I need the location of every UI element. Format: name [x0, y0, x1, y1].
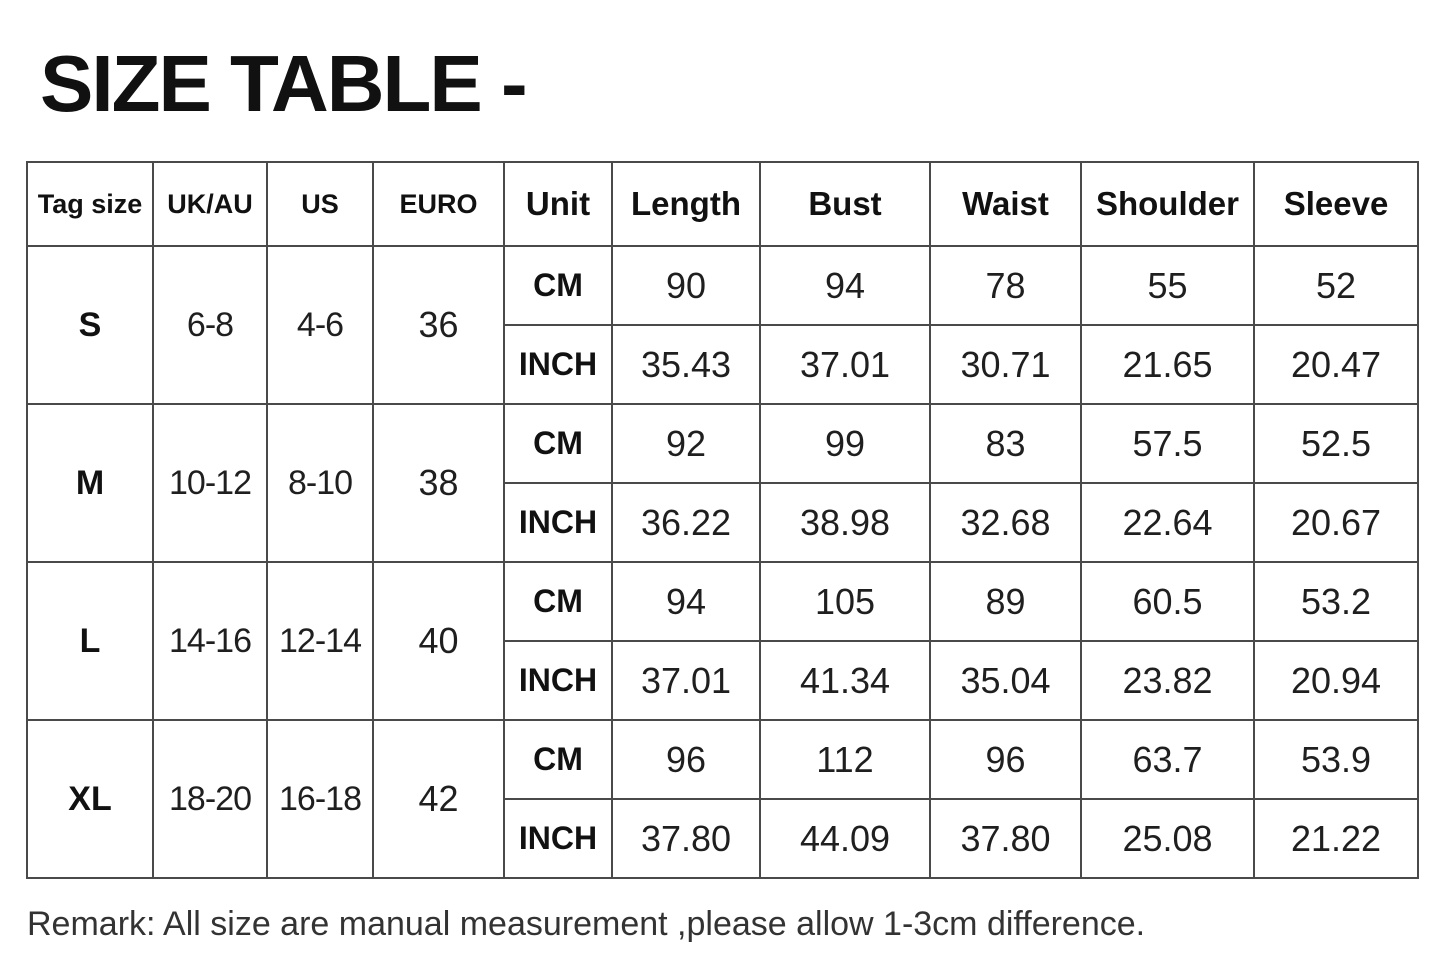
shoulder-cell: 57.5	[1081, 404, 1254, 483]
header-length: Length	[612, 162, 760, 246]
bust-cell: 38.98	[760, 483, 930, 562]
unit-cell: INCH	[504, 641, 612, 720]
shoulder-cell: 60.5	[1081, 562, 1254, 641]
unit-cell: CM	[504, 562, 612, 641]
length-cell: 35.43	[612, 325, 760, 404]
uk-au-cell: 6-8	[153, 246, 267, 404]
table-row-xl-cm	[27, 720, 1418, 799]
us-cell: 8-10	[267, 404, 373, 562]
shoulder-cell: 22.64	[1081, 483, 1254, 562]
length-cell: 37.80	[612, 799, 760, 878]
header-uk-au: UK/AU	[153, 162, 267, 246]
unit-cell: CM	[504, 720, 612, 799]
header-waist: Waist	[930, 162, 1081, 246]
uk-au-cell: 10-12	[153, 404, 267, 562]
us-cell: 16-18	[267, 720, 373, 878]
sleeve-cell: 20.94	[1254, 641, 1418, 720]
bust-cell: 37.01	[760, 325, 930, 404]
euro-cell: 38	[373, 404, 504, 562]
header-sleeve: Sleeve	[1254, 162, 1418, 246]
bust-cell: 44.09	[760, 799, 930, 878]
waist-cell: 35.04	[930, 641, 1081, 720]
sleeve-cell: 20.47	[1254, 325, 1418, 404]
table-row-l-cm	[27, 562, 1418, 641]
shoulder-cell: 23.82	[1081, 641, 1254, 720]
unit-cell: INCH	[504, 483, 612, 562]
header-unit: Unit	[504, 162, 612, 246]
waist-cell: 89	[930, 562, 1081, 641]
waist-cell: 78	[930, 246, 1081, 325]
shoulder-cell: 63.7	[1081, 720, 1254, 799]
us-cell: 12-14	[267, 562, 373, 720]
header-us: US	[267, 162, 373, 246]
waist-cell: 37.80	[930, 799, 1081, 878]
euro-cell: 36	[373, 246, 504, 404]
bust-cell: 94	[760, 246, 930, 325]
bust-cell: 99	[760, 404, 930, 483]
us-cell: 4-6	[267, 246, 373, 404]
length-cell: 94	[612, 562, 760, 641]
sleeve-cell: 53.9	[1254, 720, 1418, 799]
length-cell: 96	[612, 720, 760, 799]
unit-cell: INCH	[504, 325, 612, 404]
header-euro: EURO	[373, 162, 504, 246]
shoulder-cell: 25.08	[1081, 799, 1254, 878]
tag-size-cell: S	[27, 246, 153, 404]
page-title: SIZE TABLE -	[40, 39, 526, 128]
bust-cell: 41.34	[760, 641, 930, 720]
table-header-row	[27, 162, 1418, 246]
sleeve-cell: 20.67	[1254, 483, 1418, 562]
tag-size-cell: XL	[27, 720, 153, 878]
waist-cell: 32.68	[930, 483, 1081, 562]
uk-au-cell: 14-16	[153, 562, 267, 720]
euro-cell: 40	[373, 562, 504, 720]
bust-cell: 112	[760, 720, 930, 799]
length-cell: 37.01	[612, 641, 760, 720]
euro-cell: 42	[373, 720, 504, 878]
sleeve-cell: 52	[1254, 246, 1418, 325]
length-cell: 36.22	[612, 483, 760, 562]
unit-cell: CM	[504, 404, 612, 483]
header-shoulder: Shoulder	[1081, 162, 1254, 246]
table-row-s-cm	[27, 246, 1418, 325]
bust-cell: 105	[760, 562, 930, 641]
table-row-m-cm	[27, 404, 1418, 483]
header-bust: Bust	[760, 162, 930, 246]
sleeve-cell: 52.5	[1254, 404, 1418, 483]
waist-cell: 96	[930, 720, 1081, 799]
waist-cell: 30.71	[930, 325, 1081, 404]
unit-cell: INCH	[504, 799, 612, 878]
waist-cell: 83	[930, 404, 1081, 483]
sleeve-cell: 53.2	[1254, 562, 1418, 641]
shoulder-cell: 55	[1081, 246, 1254, 325]
size-table	[26, 161, 1419, 879]
tag-size-cell: M	[27, 404, 153, 562]
remark-text: Remark: All size are manual measurement ,please allow 1-3cm difference.	[27, 905, 1146, 943]
tag-size-cell: L	[27, 562, 153, 720]
header-tag-size: Tag size	[27, 162, 153, 246]
unit-cell: CM	[504, 246, 612, 325]
length-cell: 92	[612, 404, 760, 483]
sleeve-cell: 21.22	[1254, 799, 1418, 878]
uk-au-cell: 18-20	[153, 720, 267, 878]
length-cell: 90	[612, 246, 760, 325]
shoulder-cell: 21.65	[1081, 325, 1254, 404]
